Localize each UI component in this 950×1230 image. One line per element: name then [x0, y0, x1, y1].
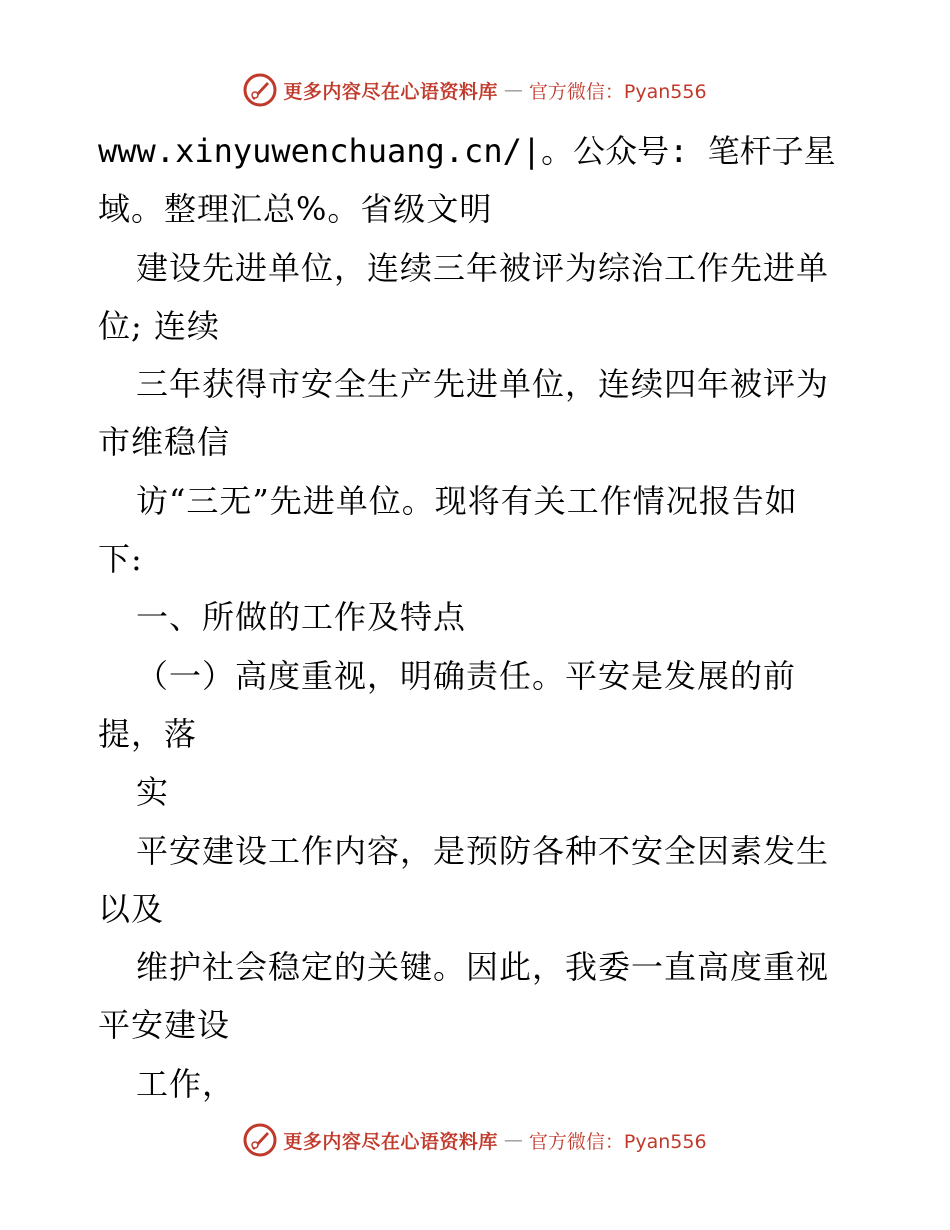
text-line: 以及: [98, 889, 165, 928]
subsection-heading: （一）高度重视，明确责任。平安是发展的前: [136, 656, 797, 695]
watermark-brand-text: 更多内容尽在心语资料库: [283, 1130, 498, 1153]
text-line: 位; 连续: [98, 306, 220, 345]
watermark-contact-text: 官方微信：Pyan556: [528, 80, 707, 103]
quill-logo-icon: [243, 1123, 277, 1157]
text-line: 市维稳信: [98, 423, 231, 462]
watermark-contact-text: 官方微信：Pyan556: [528, 1130, 707, 1153]
text-line: 平安建设: [98, 1006, 231, 1045]
footer-watermark: [0, 1120, 950, 1160]
text-line: 域。整理汇总%。省级文明: [98, 190, 493, 229]
text-line: 下:: [98, 540, 143, 579]
text-line: 访“三无”先进单位。现将有关工作情况报告如: [136, 481, 798, 520]
text-line: 维护社会稳定的关键。因此，我委一直高度重视: [136, 948, 830, 987]
text-line: 工作，: [136, 1064, 236, 1103]
watermark-brand-text: 更多内容尽在心语资料库: [283, 80, 498, 103]
text-line: 三年获得市安全生产先进单位，连续四年被评为: [136, 365, 830, 404]
quill-logo-icon: [243, 73, 277, 107]
text-line: 提，落: [98, 714, 198, 753]
text-line: www.xinyuwenchuang.cn/|。公众号: 笔杆子星: [98, 132, 836, 170]
watermark-dash: —: [503, 1129, 523, 1151]
watermark-dash: —: [503, 79, 523, 101]
text-line: 平安建设工作内容，是预防各种不安全因素发生: [136, 831, 830, 870]
section-heading: 一、所做的工作及特点: [136, 598, 467, 637]
header-watermark: [0, 70, 950, 110]
document-body: [98, 122, 858, 1113]
text-line: 实: [136, 773, 170, 812]
text-line: 建设先进单位，连续三年被评为综治工作先进单: [136, 248, 830, 287]
